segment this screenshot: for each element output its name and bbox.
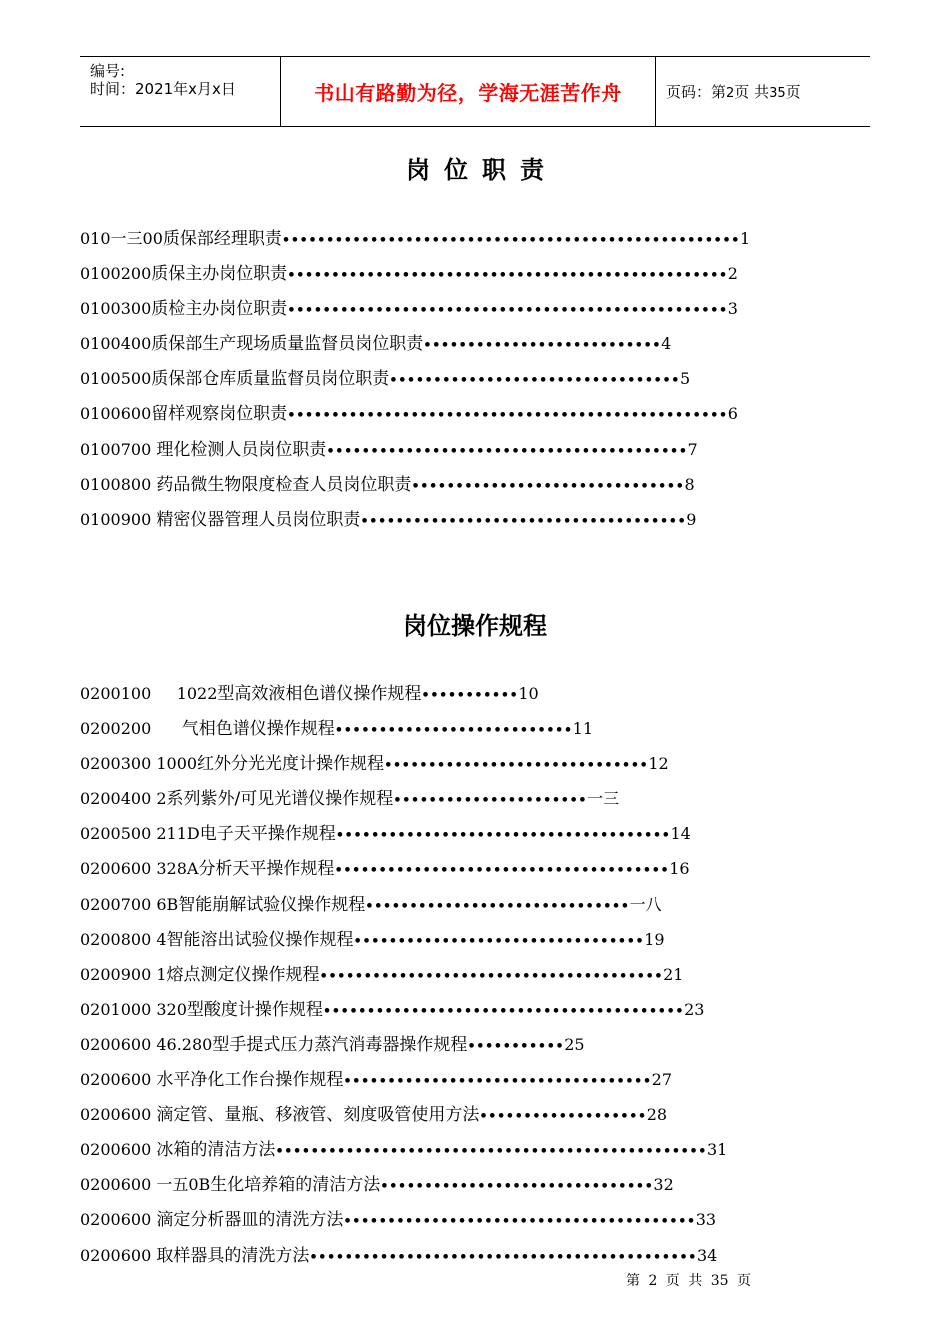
toc-entry-code: 0200600 328A	[80, 859, 199, 879]
toc-entry-title: 型手提式压力蒸汽消毒器操作规程	[212, 1034, 468, 1055]
toc-entry[interactable]	[80, 507, 860, 542]
toc-entry-leader: •••••••••••	[421, 688, 519, 703]
toc-entry[interactable]	[80, 331, 860, 366]
toc-entry-title: 智能溶出试验仪操作规程	[166, 929, 354, 950]
toc-entry[interactable]	[80, 751, 860, 786]
toc-entry-leader: ••••••••••••••••••••••••••••••••••••••••	[343, 1214, 696, 1230]
toc-entry-title: 系列紫外/可见光谱仪操作规程	[166, 789, 394, 810]
toc-entry[interactable]	[80, 821, 860, 856]
toc-entry-page: 31	[707, 1140, 728, 1160]
toc-entry-code: 0200500 211D	[80, 824, 200, 844]
toc-entry-page: 10	[518, 684, 539, 703]
toc-entry-title: 滴定分析器皿的清洗方法	[156, 1210, 344, 1231]
toc-entry-page: 5	[679, 369, 691, 389]
toc-entry[interactable]	[80, 997, 860, 1032]
toc-entry-code: 0200800 4	[80, 929, 167, 949]
toc-entry[interactable]	[80, 437, 860, 472]
toc-entry-code: 0200600	[80, 1070, 157, 1090]
page-footer: 第 2 页 共 35 页	[626, 1273, 751, 1289]
toc-procedures	[80, 681, 860, 1278]
toc-entry-leader: •••••••••••••••••••••••••••••••••••••••••••••••••	[275, 1144, 707, 1160]
toc-entry[interactable]	[80, 1207, 860, 1242]
toc-entry-code: 0200100 1022	[80, 684, 218, 703]
toc-entry-page: 23	[684, 999, 705, 1019]
toc-entry-leader: •••••••••••••••••••••••••••••••••••••••••	[322, 1003, 685, 1019]
toc-entry-page: 32	[653, 1175, 674, 1195]
toc-entry-code: 0200600 46.280	[80, 1034, 213, 1054]
toc-entry[interactable]	[80, 716, 860, 751]
toc-entry-page: 1	[739, 229, 751, 248]
toc-entry-page: 4	[661, 334, 672, 354]
toc-entry[interactable]	[80, 927, 860, 962]
toc-entry-page: 12	[648, 754, 669, 774]
toc-entry-code: 0100700	[80, 439, 157, 459]
toc-entry-leader: •••••••••••••••••••••••••••••••••	[353, 933, 645, 949]
toc-entry-code: 0201000 320	[80, 999, 187, 1019]
toc-entry[interactable]	[80, 892, 860, 927]
section-title-procedures: 岗位操作规程	[403, 612, 547, 640]
document-number-label: 编号:	[90, 62, 126, 80]
toc-entry-page: 33	[695, 1210, 717, 1230]
toc-entry-page: 19	[644, 929, 665, 949]
toc-entry-leader: ••••••••••••••••••••••	[393, 793, 588, 809]
toc-entry-title: 气相色谱仪操作规程	[181, 719, 335, 740]
toc-entry-page: 7	[687, 439, 698, 459]
toc-entry-page: 3	[727, 299, 738, 319]
toc-duties	[80, 226, 860, 542]
toc-entry-page: 一三	[587, 789, 620, 809]
toc-entry-leader: •••••••••••••••••••••••••••••••••••	[343, 1074, 652, 1090]
toc-entry[interactable]	[80, 472, 860, 507]
header-page-cell	[656, 57, 870, 126]
toc-entry-page: 34	[696, 1245, 718, 1265]
toc-entry-code: 0200600 一五0B	[80, 1175, 211, 1195]
toc-entry-page: 25	[564, 1034, 585, 1054]
toc-entry-leader: •••••••••••••••••••	[479, 1109, 647, 1125]
toc-entry-code: 0200600	[80, 1245, 157, 1265]
toc-entry-leader: •••••••••••••••••••••••••••	[334, 723, 573, 739]
toc-entry-leader: •••••••••••••••••••••••••••••••	[411, 478, 685, 494]
toc-entry[interactable]	[80, 226, 860, 261]
header-motto: 书山有路勤为径，学海无涯苦作舟	[314, 81, 622, 105]
toc-entry-page: 27	[651, 1070, 673, 1090]
toc-entry[interactable]	[80, 786, 860, 821]
toc-entry-title: 质保部经理职责	[162, 229, 282, 249]
toc-entry-leader: •••••••••••••••••••••••••••••••••••••••	[319, 968, 664, 984]
header-motto-cell	[281, 57, 656, 126]
toc-entry-title: 电子天平操作规程	[199, 824, 336, 845]
toc-entry-title: 质保部仓库质量监督员岗位职责	[151, 369, 390, 390]
toc-entry-leader: ••••••••••••••••••••••••••••••••••••••••••••	[309, 1249, 697, 1265]
toc-entry-leader: •••••••••••	[467, 1038, 565, 1054]
toc-entry-leader: ••••••••••••••••••••••••••••••••••••••••••••••••••	[287, 268, 728, 284]
toc-entry-leader: ••••••••••••••••••••••••••••••••••••••••••••••••••	[287, 408, 728, 424]
toc-entry-code: 0200400 2	[80, 789, 167, 809]
toc-entry[interactable]	[80, 962, 860, 997]
toc-entry[interactable]	[80, 1032, 860, 1067]
toc-entry-page: 21	[663, 964, 684, 984]
toc-entry-title: 熔点测定仪操作规程	[166, 964, 320, 985]
toc-entry[interactable]	[80, 681, 860, 716]
toc-entry-leader: •••••••••••••••••••••••••••••••••	[389, 373, 680, 389]
toc-entry-page: 9	[686, 509, 697, 529]
toc-entry-code: 0200600	[80, 1210, 157, 1230]
toc-entry[interactable]	[80, 296, 860, 331]
toc-entry-code: 0200600	[80, 1140, 157, 1160]
toc-entry-title: 精密仪器管理人员岗位职责	[156, 509, 361, 530]
toc-entry[interactable]	[80, 1102, 860, 1137]
toc-entry-code: 0100500	[80, 369, 152, 389]
toc-entry-title: 药品微生物限度检查人员岗位职责	[156, 474, 412, 495]
toc-entry-code: 0100600	[80, 404, 152, 424]
toc-entry-title: 滴定管、量瓶、移液管、刻度吸管使用方法	[156, 1105, 480, 1126]
toc-entry-code: 0100400	[80, 334, 152, 354]
section-title-duties: 岗位职责	[406, 156, 558, 184]
header-info-cell	[80, 57, 281, 126]
toc-entry-leader: ••••••••••••••••••••••••••••••••••••••••••••••••••••	[281, 233, 740, 248]
toc-entry-title: 智能崩解试验仪操作规程	[178, 894, 366, 915]
toc-entry-page: 28	[646, 1105, 668, 1125]
toc-entry-code: 0100300	[80, 299, 152, 319]
toc-entry-code: 0100900	[80, 509, 157, 529]
toc-entry-title: 分析天平操作规程	[198, 859, 335, 880]
toc-entry-leader: •••••••••••••••••••••••••••	[423, 338, 662, 354]
toc-entry-leader: ••••••••••••••••••••••••••••••	[365, 898, 630, 914]
toc-entry-title: 理化检测人员岗位职责	[156, 439, 327, 460]
header-page-info: 页码：第2页 共35页	[666, 83, 801, 101]
toc-entry-leader: ••••••••••••••••••••••••••••••••••••••	[335, 828, 671, 844]
toc-entry-leader: •••••••••••••••••••••••••••••••	[380, 1179, 654, 1195]
toc-entry[interactable]	[80, 1172, 860, 1207]
toc-entry-code: 0200900 1	[80, 964, 167, 984]
page-header	[80, 56, 870, 127]
toc-entry-title: 水平净化工作台操作规程	[156, 1070, 344, 1091]
toc-entry-code: 0200600	[80, 1105, 157, 1125]
toc-entry-title: 生化培养箱的清洁方法	[210, 1175, 381, 1196]
toc-entry-page: 11	[572, 719, 593, 739]
toc-entry-page: 2	[727, 264, 738, 284]
document-time-label: 时间：2021年x月x日	[90, 80, 236, 98]
toc-entry-page: 8	[684, 474, 695, 494]
toc-entry-leader: •••••••••••••••••••••••••••••••••••••	[360, 513, 687, 529]
toc-entry-title: 型高效液相色谱仪操作规程	[217, 684, 422, 704]
toc-entry-code: 0200700 6B	[80, 894, 179, 914]
toc-entry-code: 0100800	[80, 474, 157, 494]
toc-entry-title: 留样观察岗位职责	[151, 404, 288, 425]
toc-entry[interactable]	[80, 1137, 860, 1172]
toc-entry-title: 红外分光光度计操作规程	[197, 754, 385, 775]
toc-entry-leader: ••••••••••••••••••••••••••••••••••••••••••••••••••	[287, 303, 728, 319]
toc-entry-title: 型酸度计操作规程	[186, 999, 323, 1020]
toc-entry-title: 取样器具的清洗方法	[156, 1245, 310, 1266]
toc-entry-title: 冰箱的清洁方法	[156, 1140, 276, 1161]
toc-entry-code: 0200300 1000	[80, 754, 198, 774]
toc-entry-code: 0100200	[80, 264, 152, 284]
toc-entry-leader: ••••••••••••••••••••••••••••••••••••••	[334, 863, 670, 879]
toc-entry-code: 010一三00	[80, 229, 163, 248]
toc-entry-page: 一八	[629, 894, 662, 914]
toc-entry-page: 14	[670, 824, 691, 844]
toc-entry[interactable]	[80, 401, 860, 436]
toc-entry-page: 16	[669, 859, 690, 879]
toc-entry[interactable]	[80, 366, 860, 401]
toc-entry-title: 质保主办岗位职责	[151, 264, 288, 285]
toc-entry-leader: •••••••••••••••••••••••••••••••••••••••••	[326, 443, 688, 459]
toc-entry-code: 0200200	[80, 719, 182, 739]
toc-entry-title: 质保部生产现场质量监督员岗位职责	[151, 334, 424, 355]
toc-entry[interactable]	[80, 1067, 860, 1102]
toc-entry[interactable]	[80, 856, 860, 891]
toc-entry-title: 质检主办岗位职责	[151, 299, 288, 320]
toc-entry-leader: ••••••••••••••••••••••••••••••	[384, 758, 649, 774]
toc-entry[interactable]	[80, 261, 860, 296]
toc-entry-page: 6	[727, 404, 738, 424]
